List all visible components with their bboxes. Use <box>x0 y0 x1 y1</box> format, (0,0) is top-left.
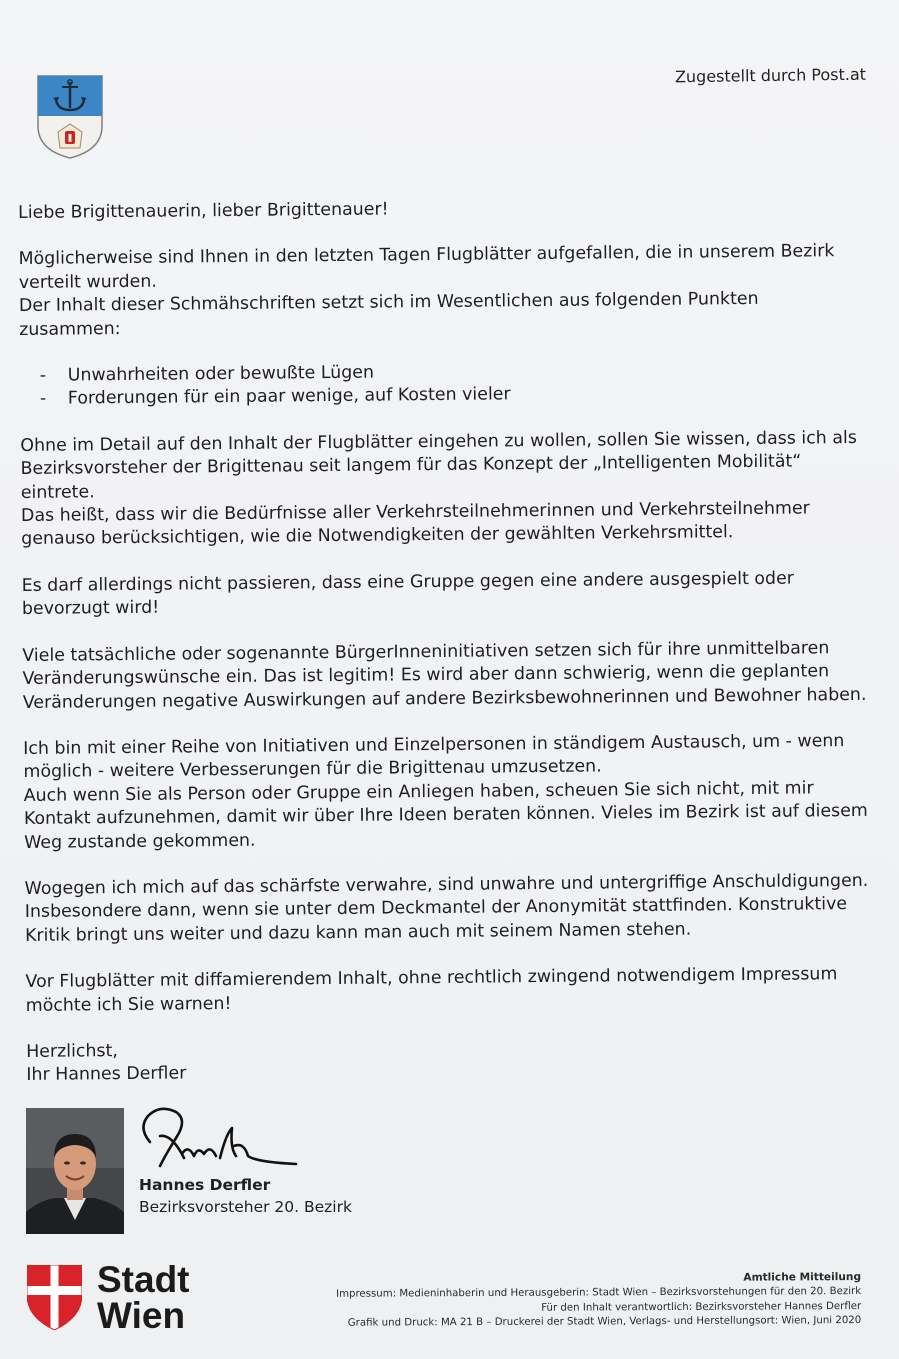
logo-word-wien: Wien <box>97 1295 186 1336</box>
portrait-photo <box>26 1108 124 1234</box>
imprint-line: Für den Inhalt verantwortlich: Bezirksvorsteher Hannes Derfler <box>541 1300 862 1314</box>
portrait-drawing <box>26 1108 124 1234</box>
paragraph-intro <box>18 240 864 342</box>
stadt-wien-shield-icon <box>27 1265 82 1330</box>
letter-body <box>18 194 871 1088</box>
bullet-list <box>20 357 865 412</box>
delivery-note: Zugestellt durch Post.at <box>674 64 867 87</box>
imprint-block <box>301 1270 861 1332</box>
list-item-text: Unwahrheiten oder bewußte Lügen <box>67 362 375 386</box>
logo-word-stadt: Stadt <box>97 1259 190 1300</box>
imprint-line: Impressum: Medieninhaberin und Herausgeberin: Stadt Wien – Bezirksvorstehungen für den 20. Bezirk <box>336 1285 862 1300</box>
paragraph-groups: Es darf allerdings nicht passieren, dass eine Gruppe gegen eine andere ausgespielt oder bevorzugt wird! <box>21 568 794 620</box>
paragraph-line: Möglicherweise sind Ihnen in den letzten Tagen Flugblätter aufgefallen, die in unserem Bezirk <box>18 241 835 270</box>
closing-block <box>26 1033 871 1088</box>
bullet-dash: - <box>39 389 47 410</box>
closing-greeting: Herzlichst, <box>26 1041 118 1062</box>
signatory-name: Hannes Derfler <box>139 1176 271 1194</box>
closing-name: Ihr Hannes Derfler <box>26 1063 187 1086</box>
handwritten-signature <box>136 1098 306 1178</box>
imprint-line: Grafik und Druck: MA 21 B – Druckerei der Stadt Wien, Verlags- und Herstellungsort: Wien, Juni 2020 <box>347 1315 862 1330</box>
bullet-dash: - <box>39 365 47 386</box>
paragraph-line: Der Inhalt dieser Schmähschriften setzt sich im Wesentlichen aus folgenden Punkten zusammen: <box>18 289 759 340</box>
paragraph-exchange: Ich bin mit einer Reihe von Initiativen und Einzelpersonen in ständigem Austausch, um - wenn möglich - weitere Verbesserungen für die Brigittenau umzusetzen. <box>23 730 845 783</box>
paragraph-warning: Vor Flugblätter mit diffamierendem Inhalt, ohne rechtlich zwingend notwendigem Impressum möchte ich Sie warnen! <box>25 964 838 1016</box>
paragraph-needs: Das heißt, dass wir die Bedürfnisse aller Verkehrsteilnehmerinnen und Verkehrsteilnehmer genauso berücksichtigen, wie die Notwendigkeiten der gewählten Verkehrsmittel. <box>20 498 810 550</box>
official-notice: Amtliche Mitteilung <box>743 1271 862 1284</box>
paragraph-mobility: Ohne im Detail auf den Inhalt der Flugblätter eingehen zu wollen, sollen Sie wissen, dass ich als Bezirksvorsteher der Brigittenau seit langem für das Konzept der „Intelligenten Mobilität“ eintrete. <box>20 427 857 503</box>
salutation: Liebe Brigittenauerin, lieber Brigittenauer! <box>18 199 389 223</box>
paragraph-line: verteilt wurden. <box>18 271 157 293</box>
signatory-title: Bezirksvorsteher 20. Bezirk <box>139 1198 352 1216</box>
paragraph-contact: Auch wenn Sie als Person oder Gruppe ein Anliegen haben, scheuen Sie sich nicht, mit mir Kontakt aufzunehmen, damit wir über Ihre Ideen beraten können. Vieles im Bezirk ist auf diesem Weg zustande gekommen. <box>23 778 868 853</box>
paragraph-initiatives: Viele tatsächliche oder sogenannte BürgerInneninitiativen setzen sich für ihre unmittelbaren Veränderungswünsche ein. Das ist legitim! Es wird aber dann schwierig, wenn die geplanten Veränderungen negative Auswirkungen auf andere Bezirksbewohnerinnen und Bewohner haben. <box>22 637 867 713</box>
district-crest-icon <box>36 74 104 160</box>
list-item-text: Forderungen für ein paar wenige, auf Kosten vieler <box>67 384 511 409</box>
paragraph-accusations: Wogegen ich mich auf das schärfste verwahre, sind unwahre und untergriffige Anschuldigungen. Insbesondere dann, wenn sie unter dem Deckmantel der Anonymität stattfinden. Konstruktive Kritik bringt uns weiter und dazu kann man auch mit seinem Namen stehen. <box>24 870 869 946</box>
